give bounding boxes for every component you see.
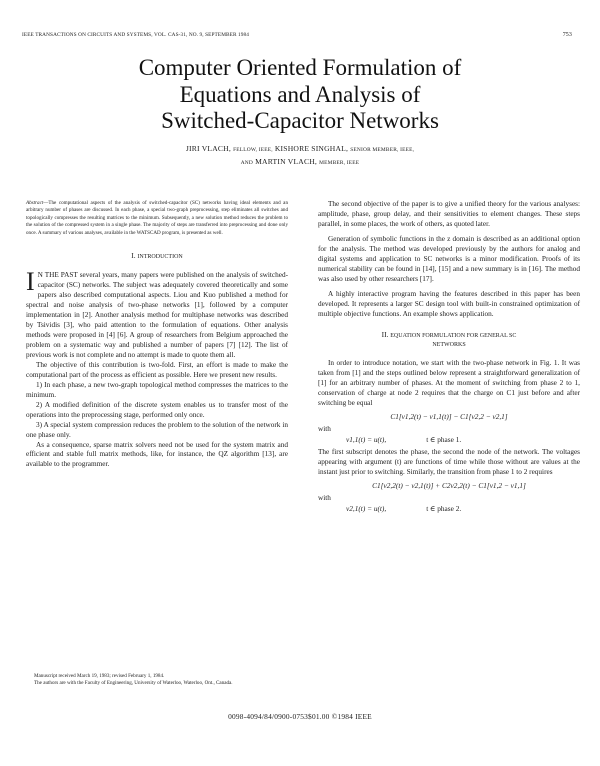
intro-list-item-1: 1) In each phase, a new two-graph topological method compresses the matrices to the minimum. (26, 380, 288, 399)
section-1-heading (26, 251, 288, 263)
author-list (110, 143, 490, 169)
body-paragraph-objective: The second objective of the paper is to give a unified theory for the various analyses: amplitude, phase, group delay, and their sensitivities to element changes. These steps parallel, in some places, the work of others, as quoted later. (318, 200, 580, 228)
author-1-grade: FELLOW, IEEE, (233, 147, 273, 153)
paper-title (40, 55, 560, 135)
abstract-text: —The computational aspects of the analysis of switched-capacitor (SC) networks having ideal elements and an arbitrary number of phases are discussed. In each phase, a special two-graph preprocessing, step eliminates all switches and topologically compresses the resulting matrices to the minimum. Subsequently, a new solution method reduces the problem to the solution of the compressed system in a single phase. The majority of steps are transferred into preprocessing and done only once. A summary of various analyses, available in the WATSCAD program, is presented as well. (26, 200, 288, 236)
section-1-title: INTRODUCTION (137, 254, 183, 261)
section-2-title-line-1: EQUATION FORMULATION FOR GENERAL SC (390, 332, 517, 339)
author-2-grade: SENIOR MEMBER, IEEE, (350, 147, 415, 153)
footnote (26, 673, 288, 687)
running-head (22, 32, 578, 38)
equation-4 (318, 504, 580, 513)
section-1-numeral: I. (131, 251, 136, 261)
equation-3-with: with (318, 493, 331, 502)
title-line-2: Equations and Analysis of (179, 81, 421, 107)
footnote-received: Manuscript received March 19, 1983; revised February 1, 1984. (34, 673, 165, 679)
journal-citation: IEEE TRANSACTIONS ON CIRCUITS AND SYSTEMS, VOL. CAS-31, NO. 9, SEPTEMBER 1984 (22, 32, 250, 38)
author-3-grade: MEMBER, IEEE (319, 160, 360, 166)
intro-paragraph-1 (26, 266, 288, 361)
section-2-heading (318, 330, 580, 351)
body-paragraph-notation: In order to introduce notation, we start with the two-phase network in Fig. 1. It was taken from [1] and the steps outlined below represent a straightforward generalization of [1] for an arbitrary number of phases. At the moment of switching from phase 2 to 1, conservation of charge at node 2 requires that the charge on C1 just before and after switching be equal (318, 358, 580, 407)
right-column (318, 200, 580, 517)
body-paragraph-symbolic: Generation of symbolic functions in the z domain is described as an additional option for the analysis. The method was developed previously by the authors for analog and digital systems and application to SC networks is a minor modification. Proofs of its numerical stability can be found in [14], [15] and a new summary is in [16]. The method was also used by other researchers [17]. (318, 234, 580, 283)
title-line-1: Computer Oriented Formulation of (138, 55, 462, 80)
intro-list-item-3: 3) A special system compression reduces the problem to the solution of the network in one phase only. (26, 420, 288, 439)
equation-4-condition: t ∈ phase 2. (426, 503, 462, 513)
author-3-name: MARTIN VLACH, (255, 157, 318, 166)
footnote-affiliation: The authors are with the Faculty of Engineering, University of Waterloo, Waterloo, Ont., Canada. (34, 679, 233, 686)
title-line-3: Switched-Capacitor Networks (161, 108, 439, 133)
equation-2 (318, 435, 580, 444)
equation-1: C1[v1,2(t) − v1,1(t)] − C1[v2,2 − v2,1] (390, 411, 508, 421)
author-and: AND (240, 160, 253, 166)
section-2-title-line-2: NETWORKS (432, 342, 466, 349)
body-paragraph-program: A highly interactive program having the features described in this paper has been developed. It represents a larger SC design tool with built-in constrained optimization of multiple objective functions. An example shows application. (318, 289, 580, 318)
intro-paragraph-3: As a consequence, sparse matrix solvers need not be used for the system matrix and efficient and stable full matrix methods, like, for instance, the QZ algorithm [13], are available to the programmer. (26, 440, 288, 469)
body-paragraph-subscripts: The first subscript denotes the phase, the second the node of the network. The voltages appearing with argument (t) are functions of time while those without are values at the instant just prior to switching. Similarly, the transition from phase 1 to 2 requires (318, 447, 580, 476)
intro-paragraph-2: The objective of this contribution is two-fold. First, an effort is made to make the computational part of the process as efficient as possible. Here we present new results. (26, 360, 288, 379)
abstract-label: Abstract (26, 200, 44, 206)
intro-paragraph-1-text: N THE PAST several years, many papers were published on the analysis of switched-capacitor (SC) networks. The subject was adequately covered theoretically and some papers also described computational aspects. Liou and Kuo published a method for spectral and noise analysis of two-phase networks [1], followed by a computer implementation in [2]. Another analysis method for multiphase networks was described by Tsividis [3], who paid attention to the formulation of equations. Other analysis methods were proposed in [4] [6]. A group of researchers from Belgium approached the problem on a systematic way and published a number of papers [7] [12]. The list of previous work is not complete and no attempt is made to quote them all. (26, 270, 288, 359)
equation-2-condition: t ∈ phase 1. (426, 434, 462, 444)
equation-4-lhs: v2,1(t) = u(t), (346, 503, 387, 513)
drop-cap: I (26, 266, 35, 296)
page-number: 753 (562, 32, 572, 38)
section-2-numeral: II. (381, 329, 389, 339)
equation-1-with: with (318, 424, 331, 433)
author-2-name: KISHORE SINGHAL, (274, 144, 349, 153)
copyright-line: 0098-4094/84/0900-0753$01.00 ©1984 IEEE (228, 712, 372, 721)
equation-2-lhs: v1,1(t) = u(t), (346, 434, 387, 444)
abstract (26, 200, 288, 237)
author-1-name: JIRI VLACH, (185, 144, 231, 153)
equation-3: C1[v2,2(t) − v2,1(t)] + C2v2,2(t) − C1[v1,2 − v1,1] (372, 480, 526, 490)
intro-list-item-2: 2) A modified definition of the discrete system enables us to transfer most of the operations into the preprocessing stage, performed only once. (26, 400, 288, 419)
left-column (26, 200, 288, 470)
